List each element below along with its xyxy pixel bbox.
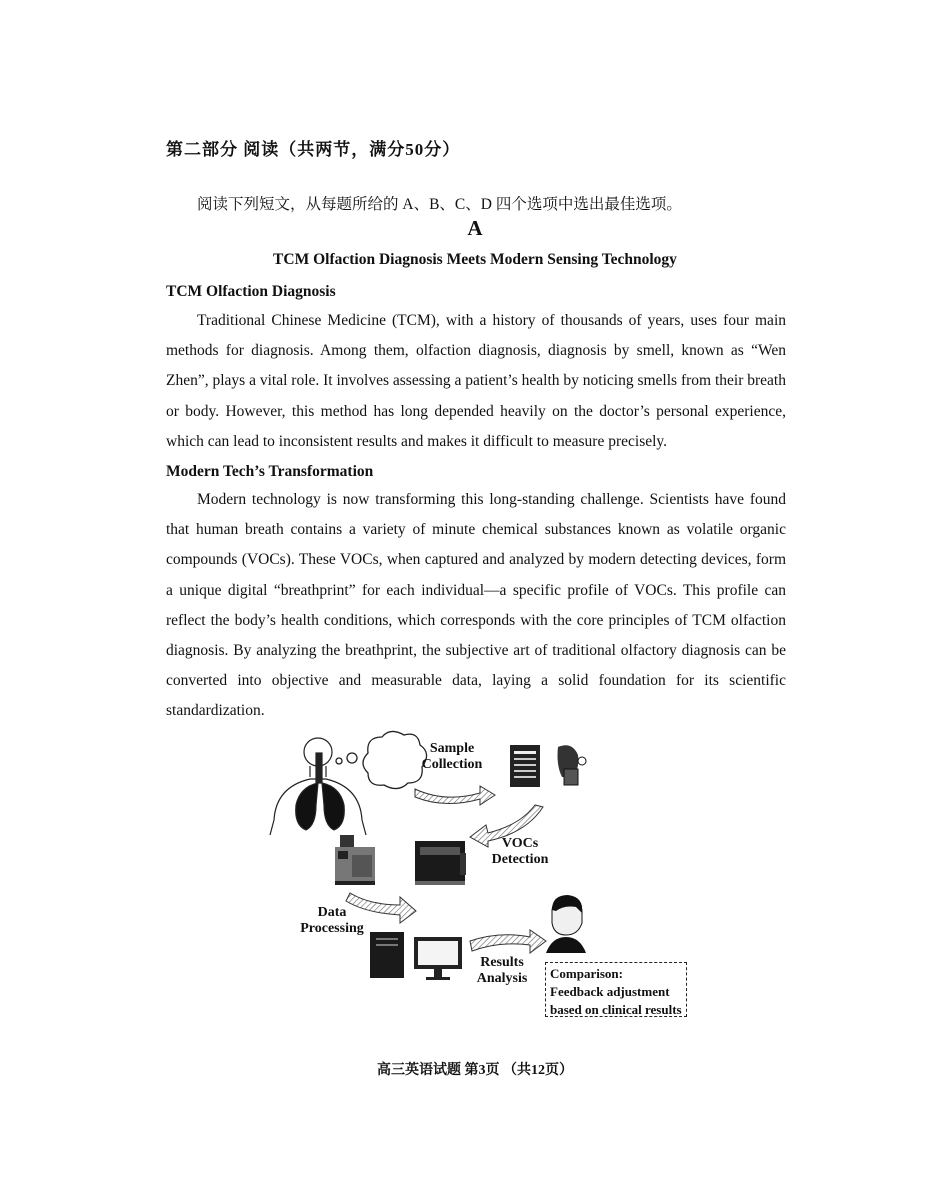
instruction-text: 阅读下列短文，从每题所给的 A、B、C、D 四个选项中选出最佳选项。 bbox=[197, 196, 682, 213]
sample-bag-icon bbox=[510, 745, 540, 787]
comparison-line-3: based on clinical results bbox=[550, 1002, 682, 1017]
breath-cloud-icon bbox=[336, 731, 427, 788]
detection-instrument-icon bbox=[415, 841, 466, 885]
comparison-box bbox=[545, 962, 687, 1017]
label-vocs-detection: VOCs Detection bbox=[491, 836, 549, 867]
arrow-to-collection bbox=[415, 786, 495, 805]
doctor-icon bbox=[546, 895, 586, 953]
breath-collector-icon bbox=[558, 745, 587, 785]
label-results-analysis: Results Analysis bbox=[476, 955, 528, 986]
gcms-equipment-icon bbox=[335, 835, 375, 885]
paragraph-tcm: Traditional Chinese Medicine (TCM), with a history of thousands of years, uses four main methods for diagnosis. Among them, olfaction diagnosis, diagnosis by smell, known as “Wen Zhen”, plays a vital role. It involves assessing a patient’s health by noticing smells from their breath or body. However, this method has long depended heavily on the doctor’s personal experience, which can lead to inconsistent results and makes it difficult to measure precisely. bbox=[166, 312, 786, 450]
comparison-line-1: Comparison: bbox=[550, 966, 623, 981]
monitor-icon bbox=[414, 937, 462, 980]
paragraph-modern-tech: Modern technology is now transforming this long-standing challenge. Scientists have found that human breath contains a variety of minute chemical substances known as volatile organic compounds (VOCs). These VOCs, when captured and analyzed by modern detecting devices, form a unique digital “breathprint” for each individual—a specific profile of VOCs. This profile can reflect the body’s health conditions, which corresponds with the core principles of TCM olfaction diagnosis. By analyzing the breathprint, the subjective art of traditional olfactory diagnosis can be converted into objective and measurable data, laying a solid foundation for its scientific standardization. bbox=[166, 491, 786, 720]
label-sample-collection: Sample Collection bbox=[421, 741, 483, 772]
section-header: 第二部分 阅读（共两节，满分50分） bbox=[166, 140, 461, 159]
section-heading-tcm: TCM Olfaction Diagnosis bbox=[166, 283, 336, 300]
section-header-cut bbox=[166, 124, 566, 159]
arrow-to-analysis bbox=[470, 930, 546, 953]
page-footer: 高三英语试题 第3页 （共12页） bbox=[377, 1063, 573, 1078]
article-title: TCM Olfaction Diagnosis Meets Modern Sensing Technology bbox=[273, 251, 677, 268]
computer-tower-icon bbox=[370, 932, 404, 978]
passage-letter: A bbox=[467, 216, 483, 240]
label-data-processing: Data Processing bbox=[300, 905, 364, 936]
section-heading-modern-tech: Modern Tech’s Transformation bbox=[166, 463, 374, 480]
comparison-line-2: Feedback adjustment bbox=[550, 984, 670, 999]
